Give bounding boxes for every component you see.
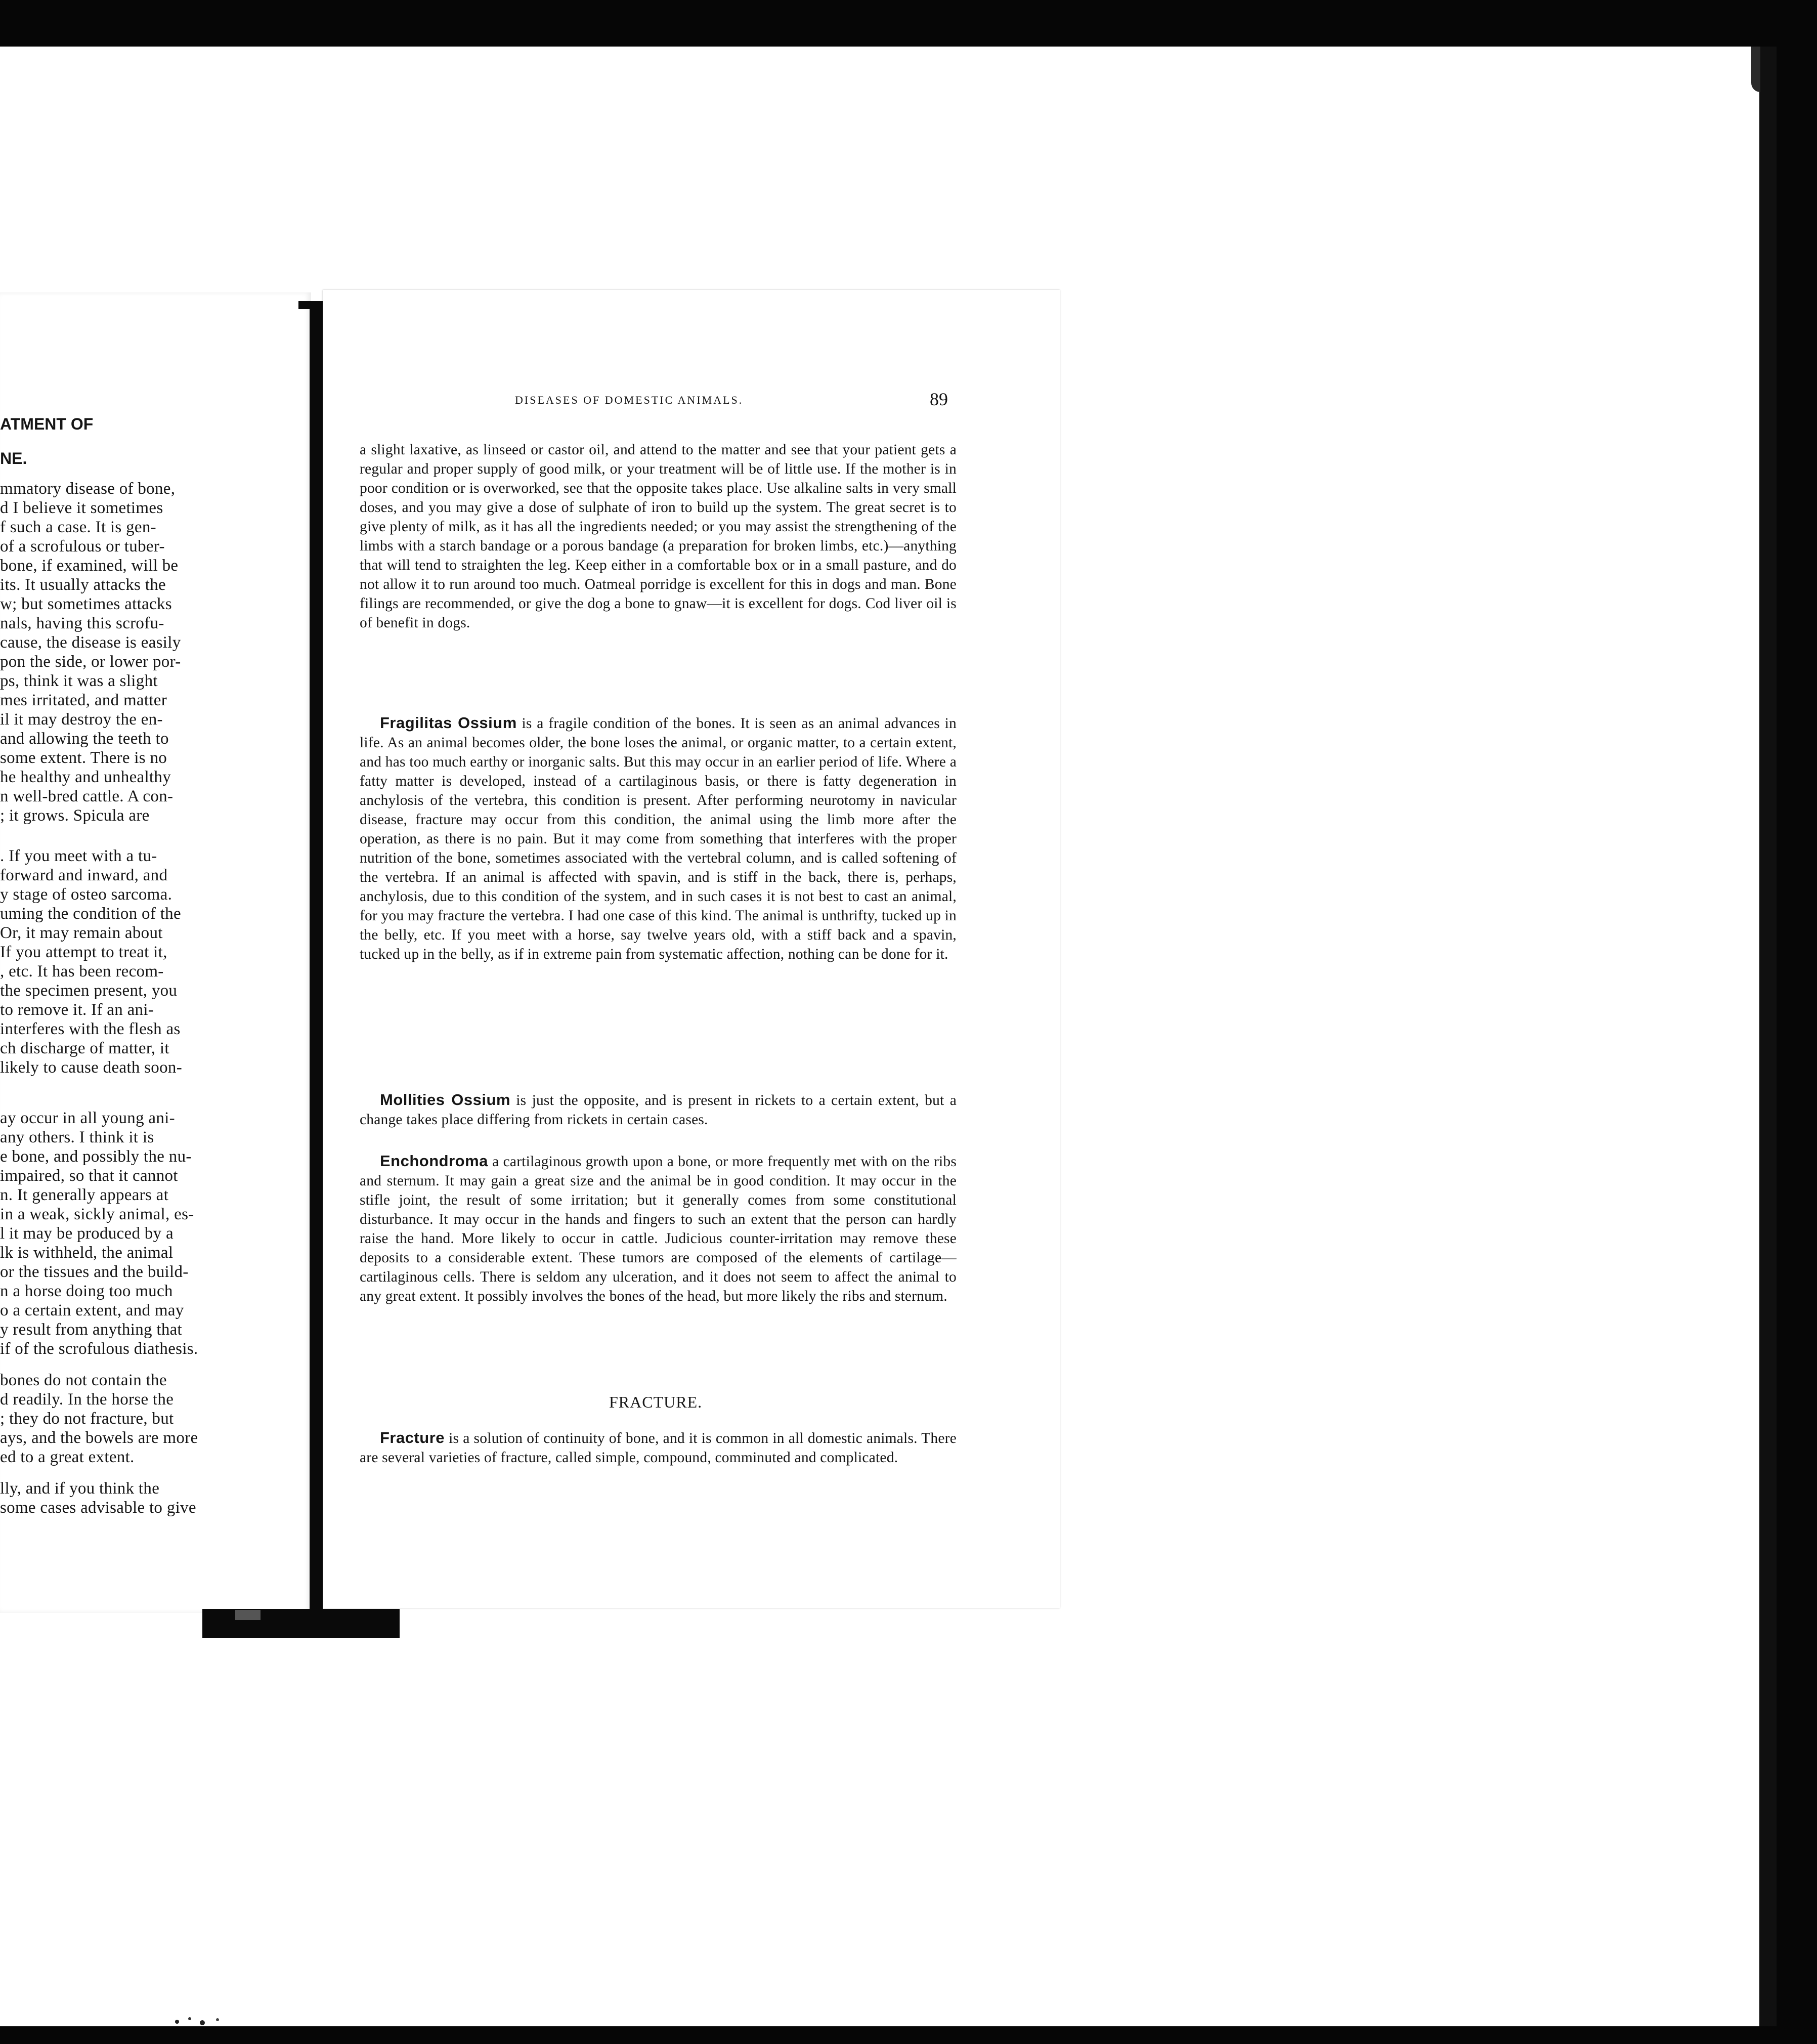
left-text-line: . If you meet with a tu- <box>0 847 157 865</box>
left-text-line: , etc. It has been recom- <box>0 962 164 981</box>
running-head: DISEASES OF DOMESTIC ANIMALS. <box>515 394 744 406</box>
left-text-line: pon the side, or lower por- <box>0 653 181 671</box>
scan-border-bottom <box>0 2026 1817 2044</box>
paragraph-text: is a fragile condition of the bones. It is seen as an animal advances in life. As an animal becomes older, the bone loses the animal, or organic matter, to a certain extent, and has too much earthy or inorganic salts. But this may occur in an earlier period of life. Where a fatty matter is developed, instead of a cartilaginous basis, or there is fatty degeneration in anchylosis of the vertebra, this condition is present. After performing neurotomy in navicular disease, fracture may occur from this condition, the animal using the limb more after the operation, as there is no pain. But it may come from something that interferes with the proper nutrition of the bone, sometimes associated with the vertebral column, and is called softening of the vertebra. If an animal is affected with spavin, and is stiff in the back, there is, perhaps, anchylosis, due to this condition of the system, and in such cases it is not best to cast an animal, for you may fracture the vertebra. I had one case of this kind. The animal is unthrifty, tucked up in the belly, etc. If you meet with a horse, say twelve years old, with a stiff back and a spavin, tucked up in the belly, as if in extreme pain from systematic affection, nothing can be done for it. <box>360 715 957 962</box>
left-text-line: y result from anything that <box>0 1321 183 1339</box>
term-enchondroma: Enchondroma <box>380 1152 488 1170</box>
left-text-line: some cases advisable to give <box>0 1499 196 1517</box>
binding-fold-gap <box>235 1610 261 1620</box>
left-text-line: If you attempt to treat it, <box>0 943 167 961</box>
left-text-line: interferes with the flesh as <box>0 1020 181 1038</box>
left-text-line: nals, having this scrofu- <box>0 614 164 632</box>
left-text-line: or the tissues and the build- <box>0 1263 189 1281</box>
scan-border-right <box>1777 0 1817 2044</box>
scan-specks <box>167 2013 238 2028</box>
scan-border-top <box>0 0 1817 47</box>
left-text-line: ; it grows. Spicula are <box>0 806 150 825</box>
intro-paragraph: a slight laxative, as linseed or castor oil, and attend to the matter and see that your patient gets a regular and proper supply of good milk, or your treatment will be of little use. If the mother is in poor condition or is overworked, see that the opposite takes place. Use alkaline salts in very small doses, and you may give a dose of sulphate of iron to build up the system. The great secret is to give plenty of milk, as it has all the ingredients needed; or you may assist the strengthening of the limbs with a starch bandage or a porous bandage (a preparation for broken limbs, etc.)—anything that will tend to straighten the leg. Keep either in a comfortable box or in a small pasture, and do not allow it to run around too much. Oatmeal porridge is excellent for this in dogs and man. Bone filings are recommended, or give the dog a bone to gnaw—it is excellent for dogs. Cod liver oil is of benefit in dogs. <box>360 442 957 631</box>
left-text-line: ays, and the bowels are more <box>0 1429 198 1447</box>
left-text-line: bone, if examined, will be <box>0 557 179 575</box>
left-text-line: mmatory disease of bone, <box>0 480 176 498</box>
left-text-line: il it may destroy the en- <box>0 710 163 729</box>
left-text-line: y stage of osteo sarcoma. <box>0 885 172 904</box>
term-mollities-ossium: Mollities Ossium <box>380 1091 511 1109</box>
paragraph-text: is just the opposite, and is present in rickets to a certain extent, but a change takes place differing from rickets in certain cases. <box>360 1092 957 1128</box>
binding-fold <box>310 301 323 1611</box>
left-text-line: Or, it may remain about <box>0 924 163 942</box>
left-text-line: its. It usually attacks the <box>0 576 166 594</box>
left-text-line: of a scrofulous or tuber- <box>0 537 165 556</box>
left-text-line: any others. I think it is <box>0 1128 154 1146</box>
left-text-line: ch discharge of matter, it <box>0 1039 169 1057</box>
left-text-line: l it may be produced by a <box>0 1224 174 1243</box>
paragraph-mollities-ossium <box>360 1090 957 1129</box>
paragraph-text: is a solution of continuity of bone, and it is common in all domestic animals. There are several varieties of fracture, called simple, compound, comminuted and complicated. <box>360 1430 957 1466</box>
left-text-line: n. It generally appears at <box>0 1186 169 1204</box>
binding-fold-bottom <box>202 1609 400 1638</box>
paragraph-fracture <box>360 1428 957 1467</box>
scan-edge-shadow <box>1759 47 1777 2026</box>
left-text-line: f such a case. It is gen- <box>0 518 156 536</box>
left-text-line: ps, think it was a slight <box>0 672 158 690</box>
page-number: 89 <box>930 389 948 409</box>
left-text-line: the specimen present, you <box>0 982 178 1000</box>
left-text-line: if of the scrofulous diathesis. <box>0 1340 198 1358</box>
paragraph-enchondroma <box>360 1152 957 1306</box>
left-text-line: ed to a great extent. <box>0 1448 135 1466</box>
left-page-heading-1: ATMENT OF <box>0 415 94 433</box>
left-text-line: he healthy and unhealthy <box>0 768 171 786</box>
section-heading-fracture: FRACTURE. <box>609 1393 703 1411</box>
left-page-gutter-shadow <box>0 292 311 1613</box>
left-text-line: some extent. There is no <box>0 749 167 767</box>
left-text-line: to remove it. If an ani- <box>0 1001 154 1019</box>
term-fracture: Fracture <box>380 1429 445 1446</box>
left-text-line: cause, the disease is easily <box>0 633 181 652</box>
left-text-line: e bone, and possibly the nu- <box>0 1147 192 1166</box>
left-text-line: forward and inward, and <box>0 866 168 884</box>
left-text-line: in a weak, sickly animal, es- <box>0 1205 194 1223</box>
left-text-line: d I believe it sometimes <box>0 499 163 517</box>
left-page-heading-2: NE. <box>0 449 27 467</box>
left-text-line: likely to cause death soon- <box>0 1058 182 1077</box>
scan-edge-lip <box>1751 47 1760 92</box>
right-page <box>323 290 1060 1608</box>
left-text-line: lk is withheld, the animal <box>0 1244 174 1262</box>
left-text-line: mes irritated, and matter <box>0 691 167 709</box>
left-text-line: n a horse doing too much <box>0 1282 173 1300</box>
left-text-line: lly, and if you think the <box>0 1479 160 1498</box>
left-text-line: ; they do not fracture, but <box>0 1410 174 1428</box>
left-text-line: o a certain extent, and may <box>0 1301 184 1319</box>
paragraph-text: a cartilaginous growth upon a bone, or more frequently met with on the ribs and sternum. It may gain a great size and the animal be in good condition. It may occur in the stifle joint, the result of some irritation; but it generally comes from some constitutional disturbance. It may occur in the hands and fingers to such an extent that the person can hardly raise the hand. More likely to occur in cattle. Judicious counter-irritation may remove these deposits to a considerable extent. These tumors are composed of the elements of cartilage—cartilaginous cells. There is seldom any ulceration, and it does not seem to affect the animal to any great extent. It possibly involves the bones of the head, but more likely the ribs and sternum. <box>360 1154 957 1304</box>
left-text-line: n well-bred cattle. A con- <box>0 787 174 805</box>
left-text-line: w; but sometimes attacks <box>0 595 172 613</box>
left-text-line: d readily. In the horse the <box>0 1390 174 1409</box>
term-fragilitas-ossium: Fragilitas Ossium <box>380 714 517 732</box>
left-text-line: impaired, so that it cannot <box>0 1167 178 1185</box>
left-text-line: bones do not contain the <box>0 1371 167 1389</box>
left-text-line: ay occur in all young ani- <box>0 1109 175 1127</box>
paragraph-fragilitas-ossium <box>360 713 957 964</box>
left-text-line: and allowing the teeth to <box>0 730 169 748</box>
left-text-line: uming the condition of the <box>0 905 181 923</box>
